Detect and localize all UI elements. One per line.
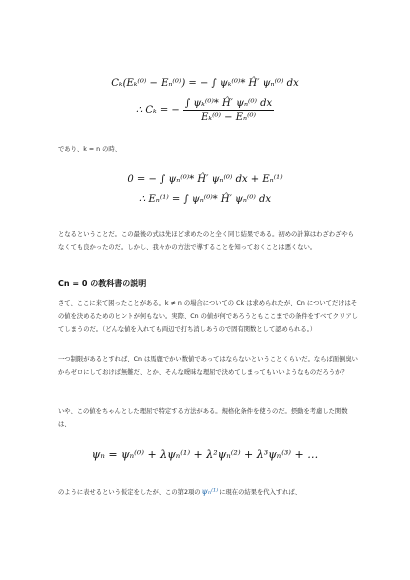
equation-ck-relation: Cₖ(Eₖ⁽⁰⁾ − Eₙ⁽⁰⁾) = − ∫ ψₖ⁽⁰⁾* Ĥ′ ψₙ⁽⁰⁾ dx <box>111 78 299 89</box>
paragraph-substitution <box>58 485 358 499</box>
section-heading: Cn = 0 の教科書の説明 <box>58 279 147 288</box>
equation-ck-prefix: ∴ Cₖ = − <box>135 105 180 116</box>
paragraph-cn-problem: さて、ここに来て困ったことがある。k ≠ n の場合についての Ck は求められたが、Cn についてだけはその値を決めるためのヒントが何もない。実際、Cn の値が何であろうともここまでの条件をすべてクリアしてしまうのだ。（どんな値を入れても両辺で打ち消しあうので固有関数として認められる。） <box>58 300 358 333</box>
equation-zero-energy: 0 = − ∫ ψₙ⁽⁰⁾* Ĥ′ ψₙ⁽⁰⁾ dx + Eₙ⁽¹⁾ <box>127 174 283 185</box>
inline-psi-term: ψₙ⁽¹⁾ <box>201 487 219 496</box>
substitution-text-before: のように表せるという仮定をしたが、この第2項の <box>58 489 201 496</box>
equation-perturbation-expansion: ψₙ = ψₙ⁽⁰⁾ + λψₙ⁽¹⁾ + λ²ψₙ⁽²⁾ + λ³ψₙ⁽³⁾ + … <box>91 448 319 461</box>
paragraph-normalization: いや、この値をちゃんとした理屈で特定する方法がある。規格化条件を使うのだ。摂動を考慮した関数は、 <box>58 408 348 428</box>
equation-first-order-energy: ∴ Eₙ⁽¹⁾ = ∫ ψₙ⁽⁰⁾* Ĥ′ ψₙ⁽⁰⁾ dx <box>138 194 272 205</box>
substitution-text-after: に現在の結果を代入すれば、 <box>219 489 302 496</box>
equation-ck-fraction <box>183 98 274 123</box>
equation-ck-denominator: Eₖ⁽⁰⁾ − Eₙ⁽⁰⁾ <box>201 112 257 123</box>
equation-ck-solution <box>0 98 410 123</box>
text-k-equals-n: であり、k = n の時、 <box>58 146 121 153</box>
paragraph-cn-restriction: 一つ制限があるとすれば、Cn は馬鹿でかい数値であってはならないということくらいだ。ならば面倒臭いからゼロにしておけば無難だ、とか、そんな曖昧な理屈で決めてしまってもいいようなものだろうか？ <box>58 356 358 376</box>
paragraph-result-note: となるということだ。この最後の式は先ほど求めたのと全く同じ結果である。初めの計算はわざわざやらなくても良かったのだ。しかし、我々かの方法で導することを知っておくことは悪くない。 <box>58 231 354 251</box>
equation-ck-numerator: ∫ ψₖ⁽⁰⁾* Ĥ′ ψₙ⁽⁰⁾ dx <box>184 98 273 109</box>
